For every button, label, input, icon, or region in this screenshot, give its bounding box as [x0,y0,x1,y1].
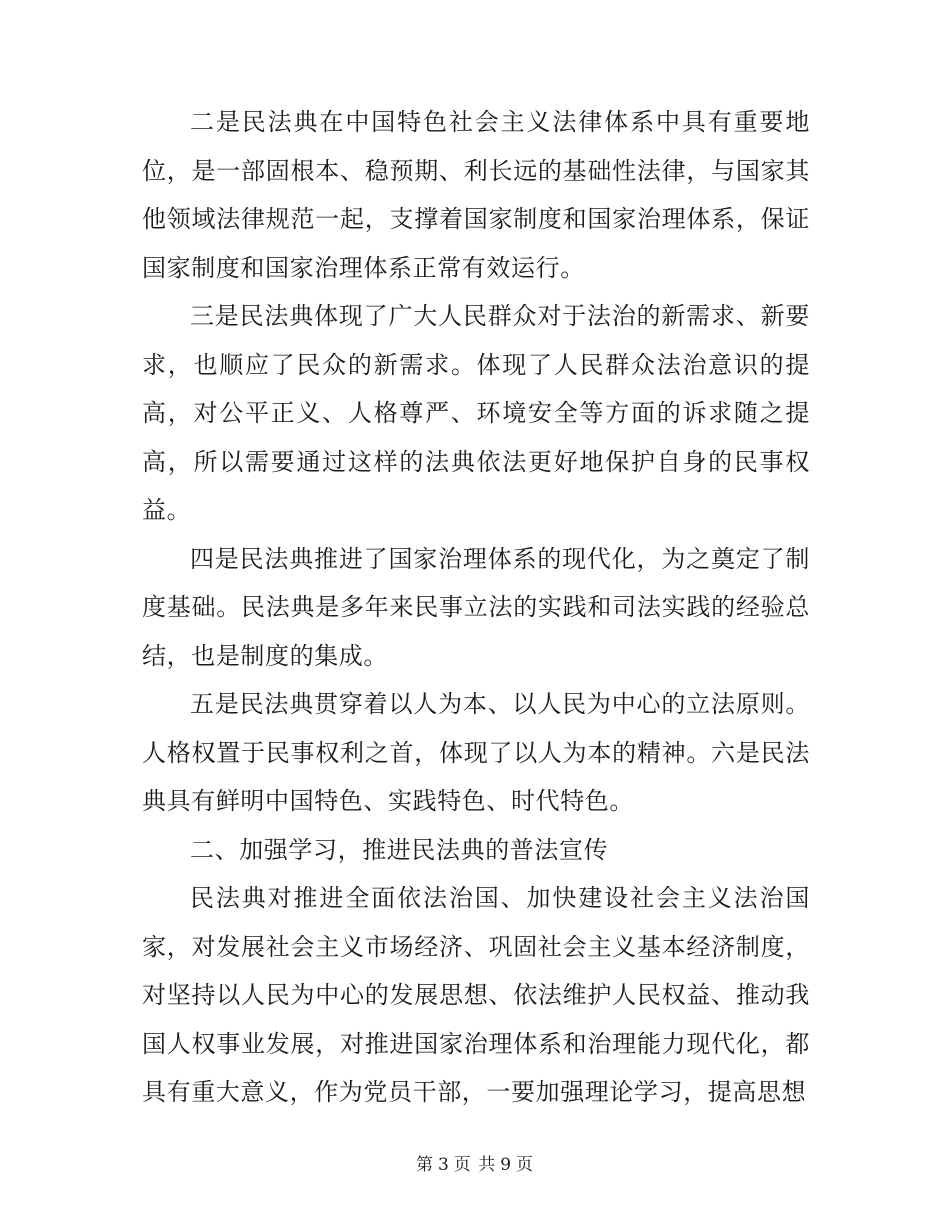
paragraph-5: 五是民法典贯穿着以人为本、以人民为中心的立法原则。人格权置于民事权利之首，体现了以人为本的精神。六是民法典具有鲜明中国特色、实践特色、时代特色。 [142,690,810,815]
document-body [142,98,810,1117]
paragraph-4: 四是民法典推进了国家治理体系的现代化，为之奠定了制度基础。民法典是多年来民事立法的实践和司法实践的经验总结，也是制度的集成。 [142,544,810,670]
footer-middle: 页 共 [453,1155,497,1175]
current-page-number: 3 [437,1155,450,1175]
section-heading-2: 二、加强学习，推进民法典的普法宣传 [190,835,609,864]
footer-suffix: 页 [516,1155,535,1175]
total-pages-number: 9 [500,1155,513,1175]
paragraph-section-2-intro: 民法典对推进全面依法治国、加快建设社会主义法治国家，对发展社会主义市场经济、巩固社会主义基本经济制度，对坚持以人民为中心的发展思想、依法维护人民权益、推动我国人权事业发展，对推进国家治理体系和治理能力现代化，都具有重大意义，作为党员干部，一要加强理论学习，提高思想 [142,884,810,1106]
paragraph-3: 三是民法典体现了广大人民群众对于法治的新需求、新要求，也顺应了民众的新需求。体现了人民群众法治意识的提高，对公平正义、人格尊严、环境安全等方面的诉求随之提高，所以需要通过这样的法典依法更好地保护自身的民事权益。 [142,302,810,524]
page-footer [0,1150,950,1175]
footer-prefix: 第 [415,1155,434,1175]
paragraph-2: 二是民法典在中国特色社会主义法律体系中具有重要地位，是一部固根本、稳预期、利长远的基础性法律，与国家其他领域法律规范一起，支撑着国家制度和国家治理体系，保证国家制度和国家治理体系正常有效运行。 [142,108,810,282]
